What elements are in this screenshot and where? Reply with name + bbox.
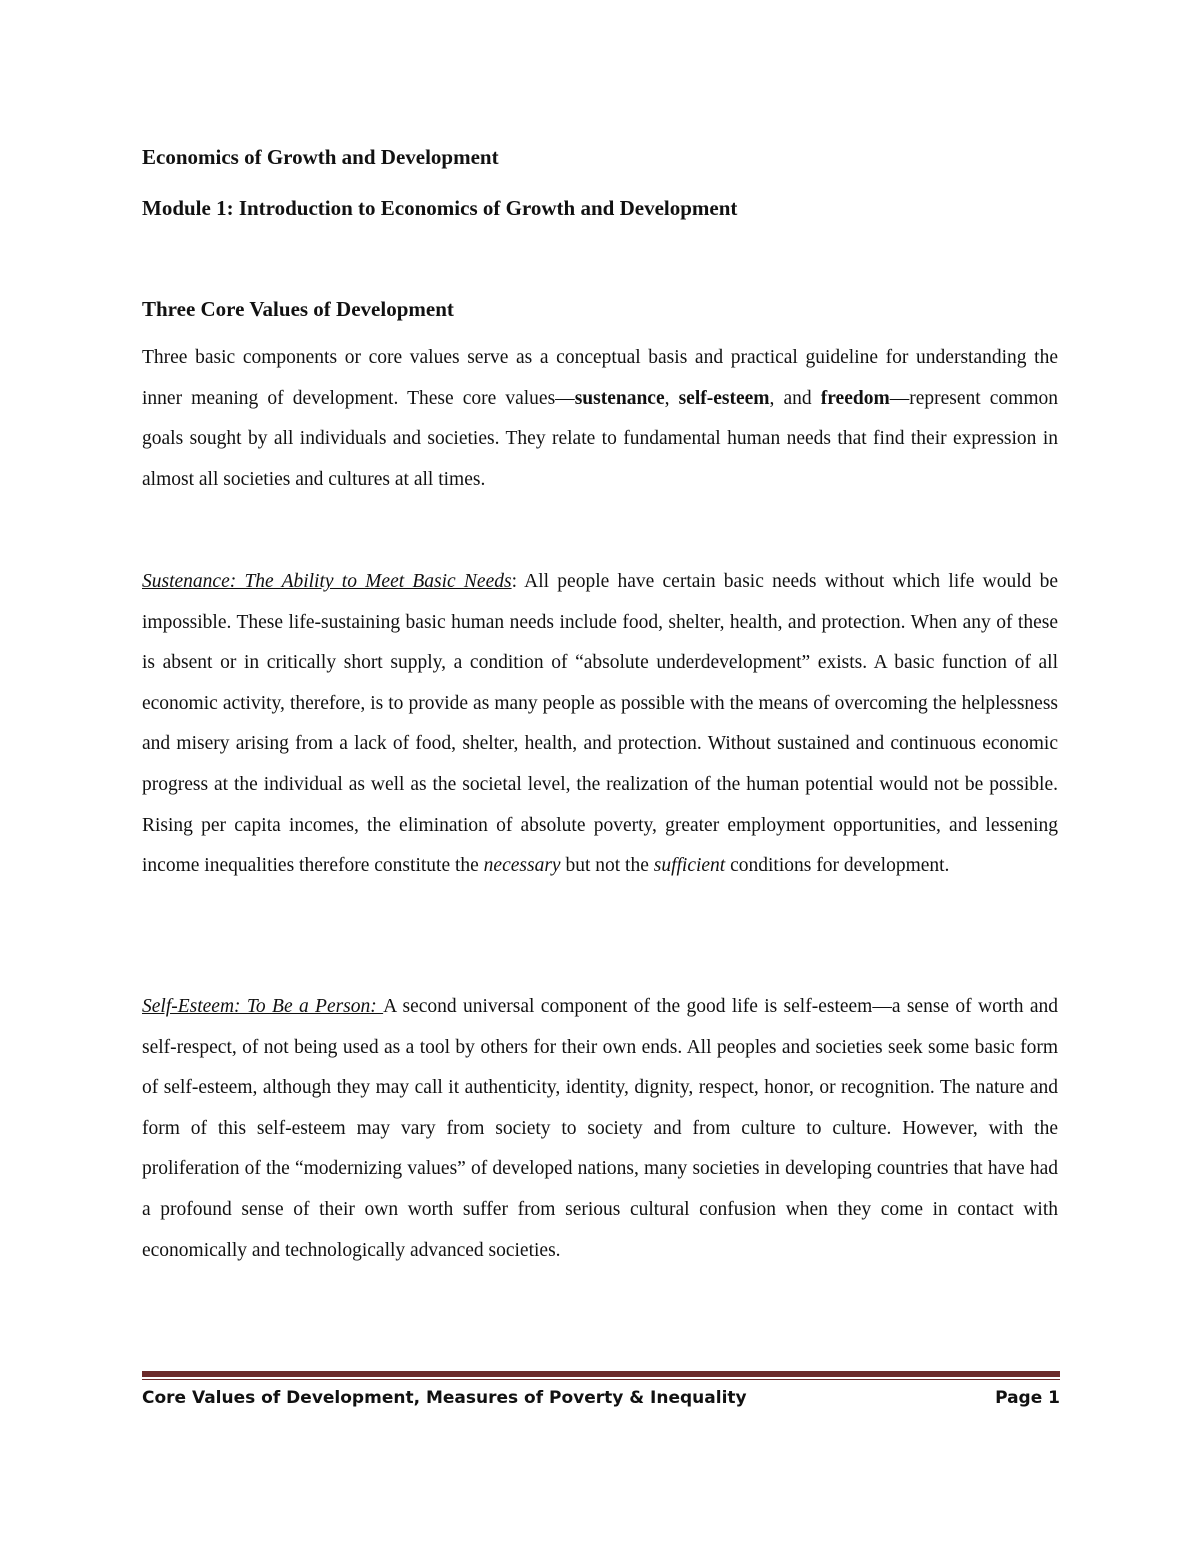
page-number: Page 1	[995, 1388, 1060, 1408]
sustenance-text-1: : All people have certain basic needs without which life would be impossible. These life-sustaining basic human needs include food, shelter, health, and protection. When any of these is absent or in critically short supply, a condition of “absolute underdevelopment” exists. A basic function of all economic activity, therefore, is to provide as many people as possible with the means of overcoming the helplessness and misery arising from a lack of food, shelter, health, and protection. Without sustained and continuous economic progress at the individual as well as the societal level, the realization of the human potential would not be possible. Rising per capita incomes, the elimination of absolute poverty, greater employment opportunities, and lessening income inequalities therefore constitute the	[142, 571, 1059, 877]
term-sustenance: sustenance	[574, 387, 665, 409]
module-title: Module 1: Introduction to Economics of Growth and Development	[142, 196, 738, 220]
intro-text-1: Three basic components or core values serve as a conceptual basis and practical guideline for understanding the inner meaning of development. These core values—	[142, 347, 1058, 409]
sustenance-text-3: conditions for development.	[725, 855, 950, 877]
term-self-esteem: self-esteem	[678, 387, 770, 409]
sustenance-run-title: Sustenance: The Ability to Meet Basic Needs	[142, 571, 512, 592]
intro-text-2: ,	[664, 387, 679, 409]
footer-rule-thin	[142, 1379, 1060, 1380]
intro-paragraph	[142, 338, 1058, 500]
term-necessary: necessary	[483, 855, 561, 877]
sustenance-paragraph	[142, 562, 1058, 887]
footer-rule	[142, 1371, 1060, 1377]
intro-text-3: , and	[769, 387, 821, 409]
term-sufficient: sufficient	[653, 855, 726, 877]
self-esteem-paragraph	[142, 987, 1058, 1271]
self-esteem-run-title: Self-Esteem: To Be a Person:	[142, 996, 384, 1017]
intro-text-4: —represent common goals sought by all individuals and societies. They relate to fundamental human needs that find their expression in almost all societies and cultures at all times.	[142, 387, 1058, 490]
section-heading: Three Core Values of Development	[142, 297, 454, 321]
document-page	[142, 0, 1060, 1553]
document-title: Economics of Growth and Development	[142, 145, 499, 169]
sustenance-text-2: but not the	[560, 855, 654, 877]
term-freedom: freedom	[820, 387, 890, 409]
self-esteem-text-1: A second universal component of the good life is self-esteem—a sense of worth and self-respect, of not being used as a tool by others for their own ends. All peoples and societies seek some basic form of self-esteem, although they may call it authenticity, identity, dignity, respect, honor, or recognition. The nature and form of this self-esteem may vary from society to society and from culture to culture. However, with the proliferation of the “modernizing values” of developed nations, many societies in developing countries that have had a profound sense of their own worth suffer from serious cultural confusion when they come in contact with economically and technologically advanced societies.	[142, 996, 1058, 1261]
footer-title: Core Values of Development, Measures of Poverty & Inequality	[142, 1388, 747, 1408]
